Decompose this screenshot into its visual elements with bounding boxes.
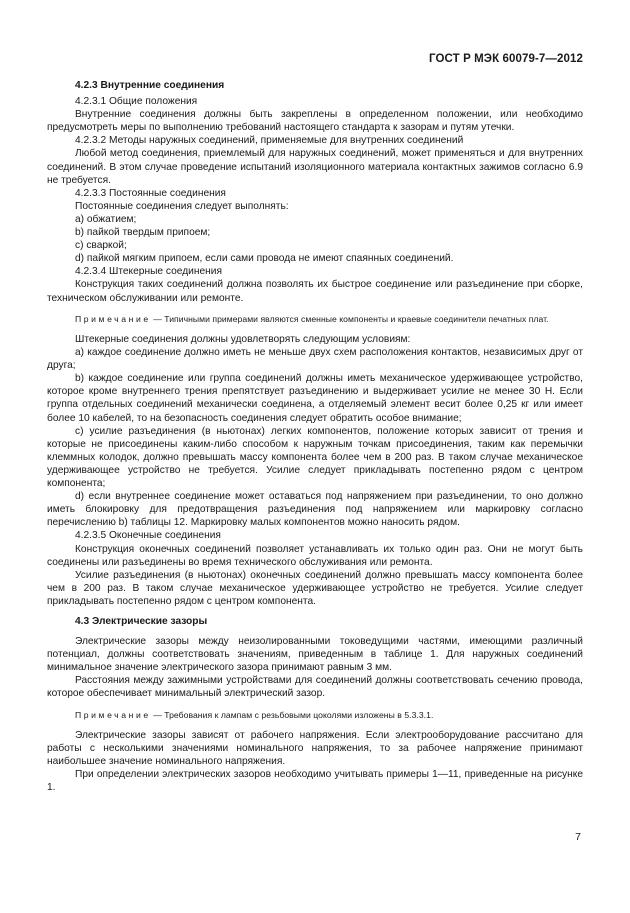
note-label: Примечание [75,709,151,720]
page-content [47,78,583,794]
subsection-title: 4.2.3.5 Оконечные соединения [75,530,221,542]
paragraph: Электрические зазоры зависят от рабочего напряжения. Если электрооборудование рассчитано для работы с несколькими значениями номинального напряжения, то за рабочее напряжение принимают наибольшее значение номинального напряжения. [47,729,583,768]
paragraph: Усилие разъединения (в ньютонах) оконечных соединений должно превышать массу компонента более чем в 200 раз. В таком случае механическое удерживающее устройство не требуется. Усилие следует прикладывать постепенно рядом с центром компонента. [47,569,583,607]
subsection-title: 4.2.3.4 Штекерные соединения [75,266,222,278]
list-item: a) обжатием; [75,213,137,225]
note-text: — Типичными примерами являются сменные компоненты и краевые соединители печатных плат. [150,313,549,324]
paragraph: При определении электрических зазоров необходимо учитывать примеры 1—11, приведенные на рисунке 1. [47,769,583,794]
list-item: c) усилие разъединения (в ньютонах) легких компонентов, положение которых зависит от трения и которые не присоединены каким-либо способом к наружным точкам присоединения, таким как перемычки клеммных колодок, должно превышать массу компонента более чем в 200 раз. В таком случае механическое удерживающее устройство не требуется. Усилие следует прикладывать постепенно рядом с центром компонента; [47,425,583,490]
paragraph: Конструкция таких соединений должна позволять их быстрое соединение или разъединение при сборке, техническом обслуживании или ремонте. [47,279,583,304]
list-item: d) пайкой мягким припоем, если сами провода не имеют спаянных соединений. [75,253,454,265]
subsection-title: 4.2.3.2 Методы наружных соединений, применяемые для внутренних соединений [75,135,464,147]
list-item: b) пайкой твердым припоем; [75,227,211,239]
section-heading-4-2-3: 4.2.3 Внутренние соединения [75,80,225,91]
note [47,313,583,325]
paragraph: Штекерные соединения должны удовлетворять следующим условиям: [75,334,411,345]
note-label: Примечание [75,313,151,324]
section-heading-4-3: 4.3 Электрические зазоры [75,615,208,627]
paragraph: Постоянные соединения следует выполнять: [75,200,289,212]
standard-header: ГОСТ Р МЭК 60079-7—2012 [429,53,583,65]
list-item: d) если внутреннее соединение может оставаться под напряжением при разъединении, то оно должно иметь блокировку для предотвращения разъединения под напряжением или маркировку согласно перечислению b) таблицы 12. Маркировку малых компонентов можно наносить рядом. [47,491,583,529]
note-text: — Требования к лампам с резьбовыми цоколями изложены в 5.3.3.1. [150,709,434,720]
list-item: c) сваркой; [75,240,127,252]
paragraph: Электрические зазоры между неизолированными токоведущими частями, имеющими различный потенциал, должны соответствовать значениям, приведенным в таблице 1. Для наружных соединений минимальное значение электрического зазора принимают равным 3 мм. [47,636,583,674]
paragraph: Конструкция оконечных соединений позволяет устанавливать их только один раз. Они не могут быть соединены или разъединены во время технического обслуживания или ремонта. [47,543,583,568]
list-item: b) каждое соединение или группа соединений должны иметь механическое удерживающее устройство, которое кроме внутреннего трения препятствует разъединению и выдерживает усилие не менее 30 Н. Если группа отдельных соединений механически соединена, а отделяемый элемент весит более 0,25 кг или имеет более 10 кабелей, то на безопасность соединения следует обратить особое внимание; [47,373,583,424]
page-number: 7 [575,831,581,843]
list-item: a) каждое соединение должно иметь не меньше двух схем расположения контактов, независимых друг от друга; [47,347,583,372]
paragraph: Любой метод соединения, приемлемый для наружных соединений, может применяться и для внутренних соединений. В этом случае проведение испытаний изоляционного материала контактных зажимов согласно 6.9 не требуется. [47,148,583,186]
paragraph: Расстояния между зажимными устройствами для соединений должны соответствовать сечению провода, которое обеспечивает минимальный электрический зазор. [47,675,583,700]
note [47,709,583,721]
paragraph: Внутренние соединения должны быть закреплены в определенном положении, или необходимо предусмотреть меры по выполнению требований настоящего стандарта к зазорам и путям утечки. [47,109,583,134]
subsection-title: 4.2.3.3 Постоянные соединения [75,187,226,199]
subsection-title: 4.2.3.1 Общие положения [75,96,198,108]
